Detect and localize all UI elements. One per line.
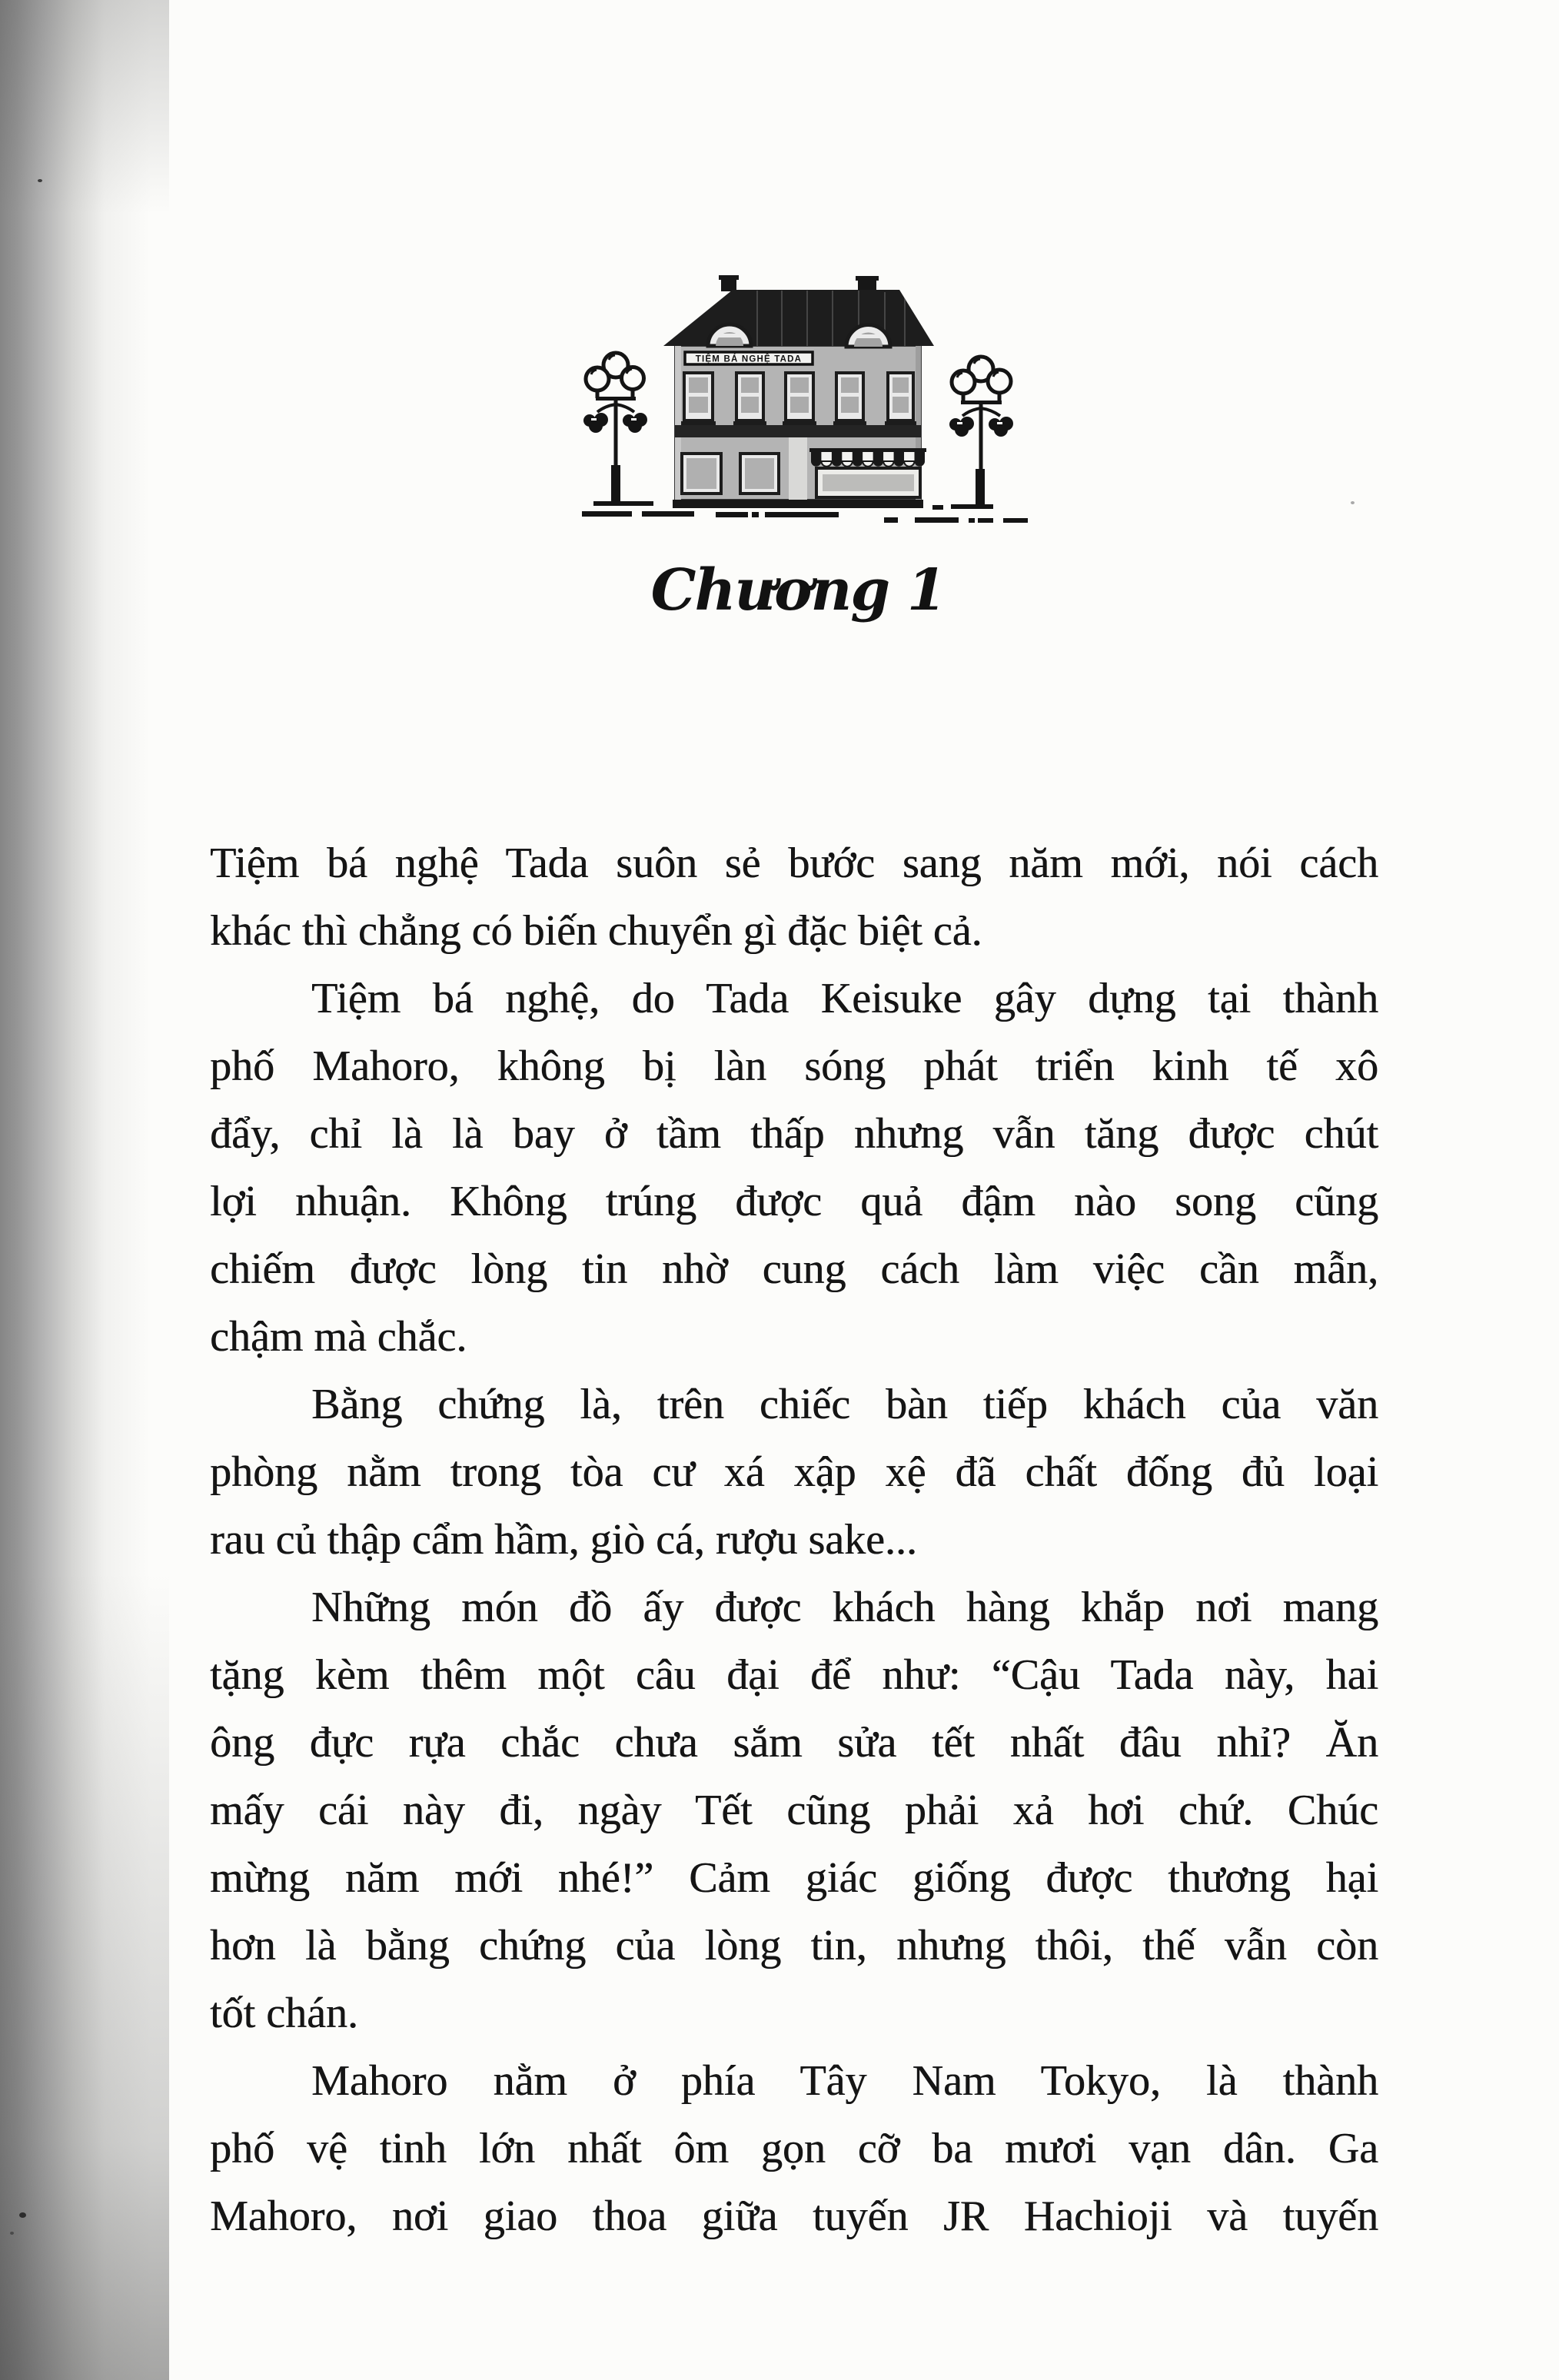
body-text [210,829,1378,2250]
text-line: phòng nằm trong tòa cư xá xập xệ đã chất đống đủ loại [210,1448,1378,1496]
window-icon [885,373,916,426]
text-line: đẩy, chỉ là là bay ở tầm thấp nhưng vẫn tăng được chút [210,1110,1378,1158]
text-line: Bằng chứng là, trên chiếc bàn tiếp khách của văn [311,1381,1378,1428]
text-line: mừng năm mới nhé!” Cảm giác giống được thương hại [210,1854,1378,1902]
text-line: Tiệm bá nghệ Tada suôn sẻ bước sang năm mới, nói cách [210,839,1378,887]
scan-speck [38,179,42,182]
text-line: chậm mà chắc. [210,1313,467,1361]
chapter-illustration [573,275,1034,529]
binding-shadow [0,0,169,2380]
street-lamp-left-icon [583,353,653,506]
text-line: khác thì chẳng có biến chuyển gì đặc biệt cả. [210,907,982,955]
text-line: Tiệm bá nghệ, do Tada Keisuke gây dựng tại thành [311,975,1378,1022]
text-line: tặng kèm thêm một câu đại để như: “Cậu Tada này, hai [210,1651,1378,1699]
text-line: phố vệ tinh lớn nhất ôm gọn cỡ ba mươi vạn dân. Ga [210,2125,1378,2172]
shop-sign [685,352,813,364]
belt-course [675,425,921,437]
text-line: lợi nhuận. Không trúng được quả đậm nào song cũng [210,1178,1378,1225]
shop-sign-text: TIỆM BÁ NGHỆ TADA [695,354,803,364]
window-icon [733,373,766,426]
shop-roof [663,290,934,346]
window-icon [682,454,721,494]
shop-building [663,275,934,508]
text-line: Mahoro nằm ở phía Tây Nam Tokyo, là thành [311,2057,1378,2105]
text-line: mấy cái này đi, ngày Tết cũng phải xả hơi chứ. Chúc [210,1787,1378,1834]
text-line: hơn là bằng chứng của lòng tin, nhưng thôi, thế vẫn còn [210,1922,1378,1969]
text-line: phố Mahoro, không bị làn sóng phát triển kinh tế xô [210,1042,1378,1090]
street-lamp-right-icon [932,357,1013,510]
window-icon [833,373,866,426]
text-line: rau củ thập cẩm hầm, giò cá, rượu sake... [210,1516,917,1564]
window-icon [783,373,816,426]
chapter-title: Chương 1 [650,557,946,623]
window-icon [681,373,716,426]
text-line: Mahoro, nơi giao thoa giữa tuyến JR Hachioji và tuyến [210,2192,1378,2240]
text-line: Những món đồ ấy được khách hàng khắp nơi mang [311,1584,1378,1631]
shop-street-drawing [573,275,1034,529]
text-line: tốt chán. [210,1989,358,2037]
scan-speck [1351,501,1355,504]
door [789,437,807,500]
scan-speck [19,2212,26,2218]
window-icon [740,454,779,494]
text-line: ông đực rựa chắc chưa sắm sửa tết nhất đâu nhỉ? Ăn [210,1719,1378,1767]
foundation [673,500,923,508]
awning-icon [809,448,926,467]
scan-speck [10,2232,14,2235]
text-line: chiếm được lòng tin nhờ cung cách làm việc cần mẫn, [210,1245,1378,1293]
shop-display-window [816,468,920,497]
road-dashes [582,511,1028,523]
